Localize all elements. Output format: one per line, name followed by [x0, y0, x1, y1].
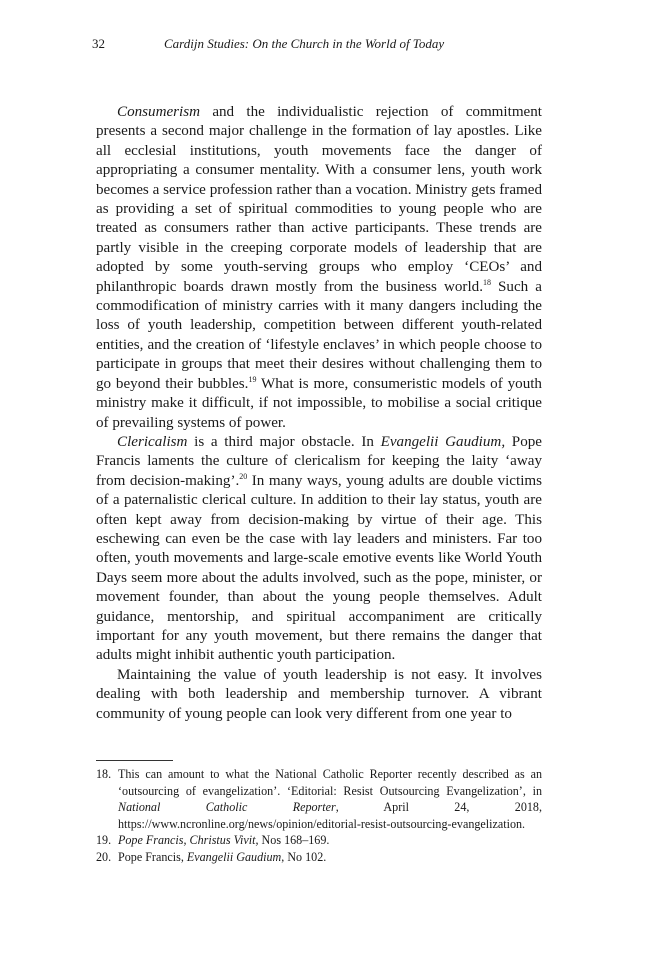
footnotes — [96, 766, 542, 866]
footnote-20 — [96, 849, 542, 866]
paragraph-text: Pope Francis laments the culture of clericalism for keeping the laity ‘away from decision-making’. — [96, 433, 542, 489]
footnote-text: , April 24, 2018, https://www.ncronline.org/news/opinion/editorial-resist-outsourcing-evangelization. — [118, 800, 542, 831]
running-header — [92, 36, 542, 56]
paragraph-consumerism — [96, 103, 542, 433]
footnote-divider — [96, 760, 173, 761]
paragraph-text: is a third major obstacle. In — [187, 433, 381, 450]
page-number: 32 — [92, 36, 105, 51]
paragraph-text: and the individualistic rejection of commitment presents a second major challenge in the formation of lay apostles. Like all ecclesial institutions, youth movements face the danger of appropriating a consumer mentality. With a consumer lens, youth work becomes a service profession rather than a vocation. Ministry gets framed as providing a set of spiritual commodities to young people who are treated as consumers rather than active participants. These trends are partly visible in the creeping corporate models of leadership that are adopted by some youth-serving groups who employ ‘CEOs’ and philanthropic boards drawn mostly from the business world. — [96, 104, 542, 295]
paragraph-text: In many ways, young adults are double victims of a paternalistic clerical culture. In addition to their lay status, youth are often kept away from decision-making by virtue of their age. This eschewing can even be the case with lay leaders and ministers. Far too often, youth movements and large-scale emotive events like World Youth Days seem more about the adults involved, such as the pope, minister, or movement founder, than about the young people themselves. Adult guidance, mentorship, and spiritual accompaniment are critically important for any youth movement, but there remains the danger that adults might inhibit authentic youth participation. — [96, 472, 543, 664]
paragraph-text: What is more, consumeristic models of youth ministry make it difficult, if not impossible, to mobilise a social critique of prevailing systems of power. — [96, 375, 542, 431]
body-text — [96, 103, 542, 724]
footnote-text: This can amount to what the National Catholic Reporter recently described as an ‘outsourcing of evangelization’. ‘Editorial: Resist Outsourcing Evangelization’, in — [118, 767, 542, 798]
paragraph-clericalism — [96, 433, 542, 666]
footnote-number: 20. — [96, 849, 112, 864]
term-clericalism: Clericalism — [117, 433, 188, 450]
footnote-text: , No 102. — [281, 849, 327, 864]
footnote-number: 19. — [96, 833, 112, 848]
footnote-italic: Evangelii Gaudium — [186, 849, 282, 864]
footnote-ref-19[interactable]: 19 — [248, 374, 257, 384]
footnote-italic: Pope Francis, Christus Vivit, — [118, 833, 259, 848]
footnote-text: Nos 168–169. — [258, 833, 330, 848]
footnote-ref-20[interactable]: 20 — [239, 471, 248, 481]
paragraph-youth-leadership — [96, 666, 542, 724]
term-consumerism: Consumerism — [117, 104, 201, 120]
paragraph-text: Such a commodification of ministry carries with it many dangers including the loss of youth leadership, competition between different youth-related entities, and the creation of ‘lifestyle enclaves’ in which people choose to participate in groups that meet their desires without challenging them to go beyond their bubbles. — [96, 278, 542, 392]
footnote-italic: National Catholic Reporter — [118, 800, 336, 815]
footnote-18 — [96, 766, 542, 832]
paragraph-text: Maintaining the value of youth leadership is not easy. It involves dealing with both leadership and membership turnover. A vibrant community of young people can look very different from one year to — [96, 666, 542, 722]
footnote-text: Pope Francis, — [118, 849, 187, 864]
footnote-19 — [96, 832, 542, 849]
running-title: Cardijn Studies: On the Church in the World of Today — [164, 36, 445, 51]
footnote-ref-18[interactable]: 18 — [482, 277, 491, 287]
work-title: Evangelii Gaudium, — [380, 433, 506, 450]
footnote-number: 18. — [96, 767, 112, 781]
